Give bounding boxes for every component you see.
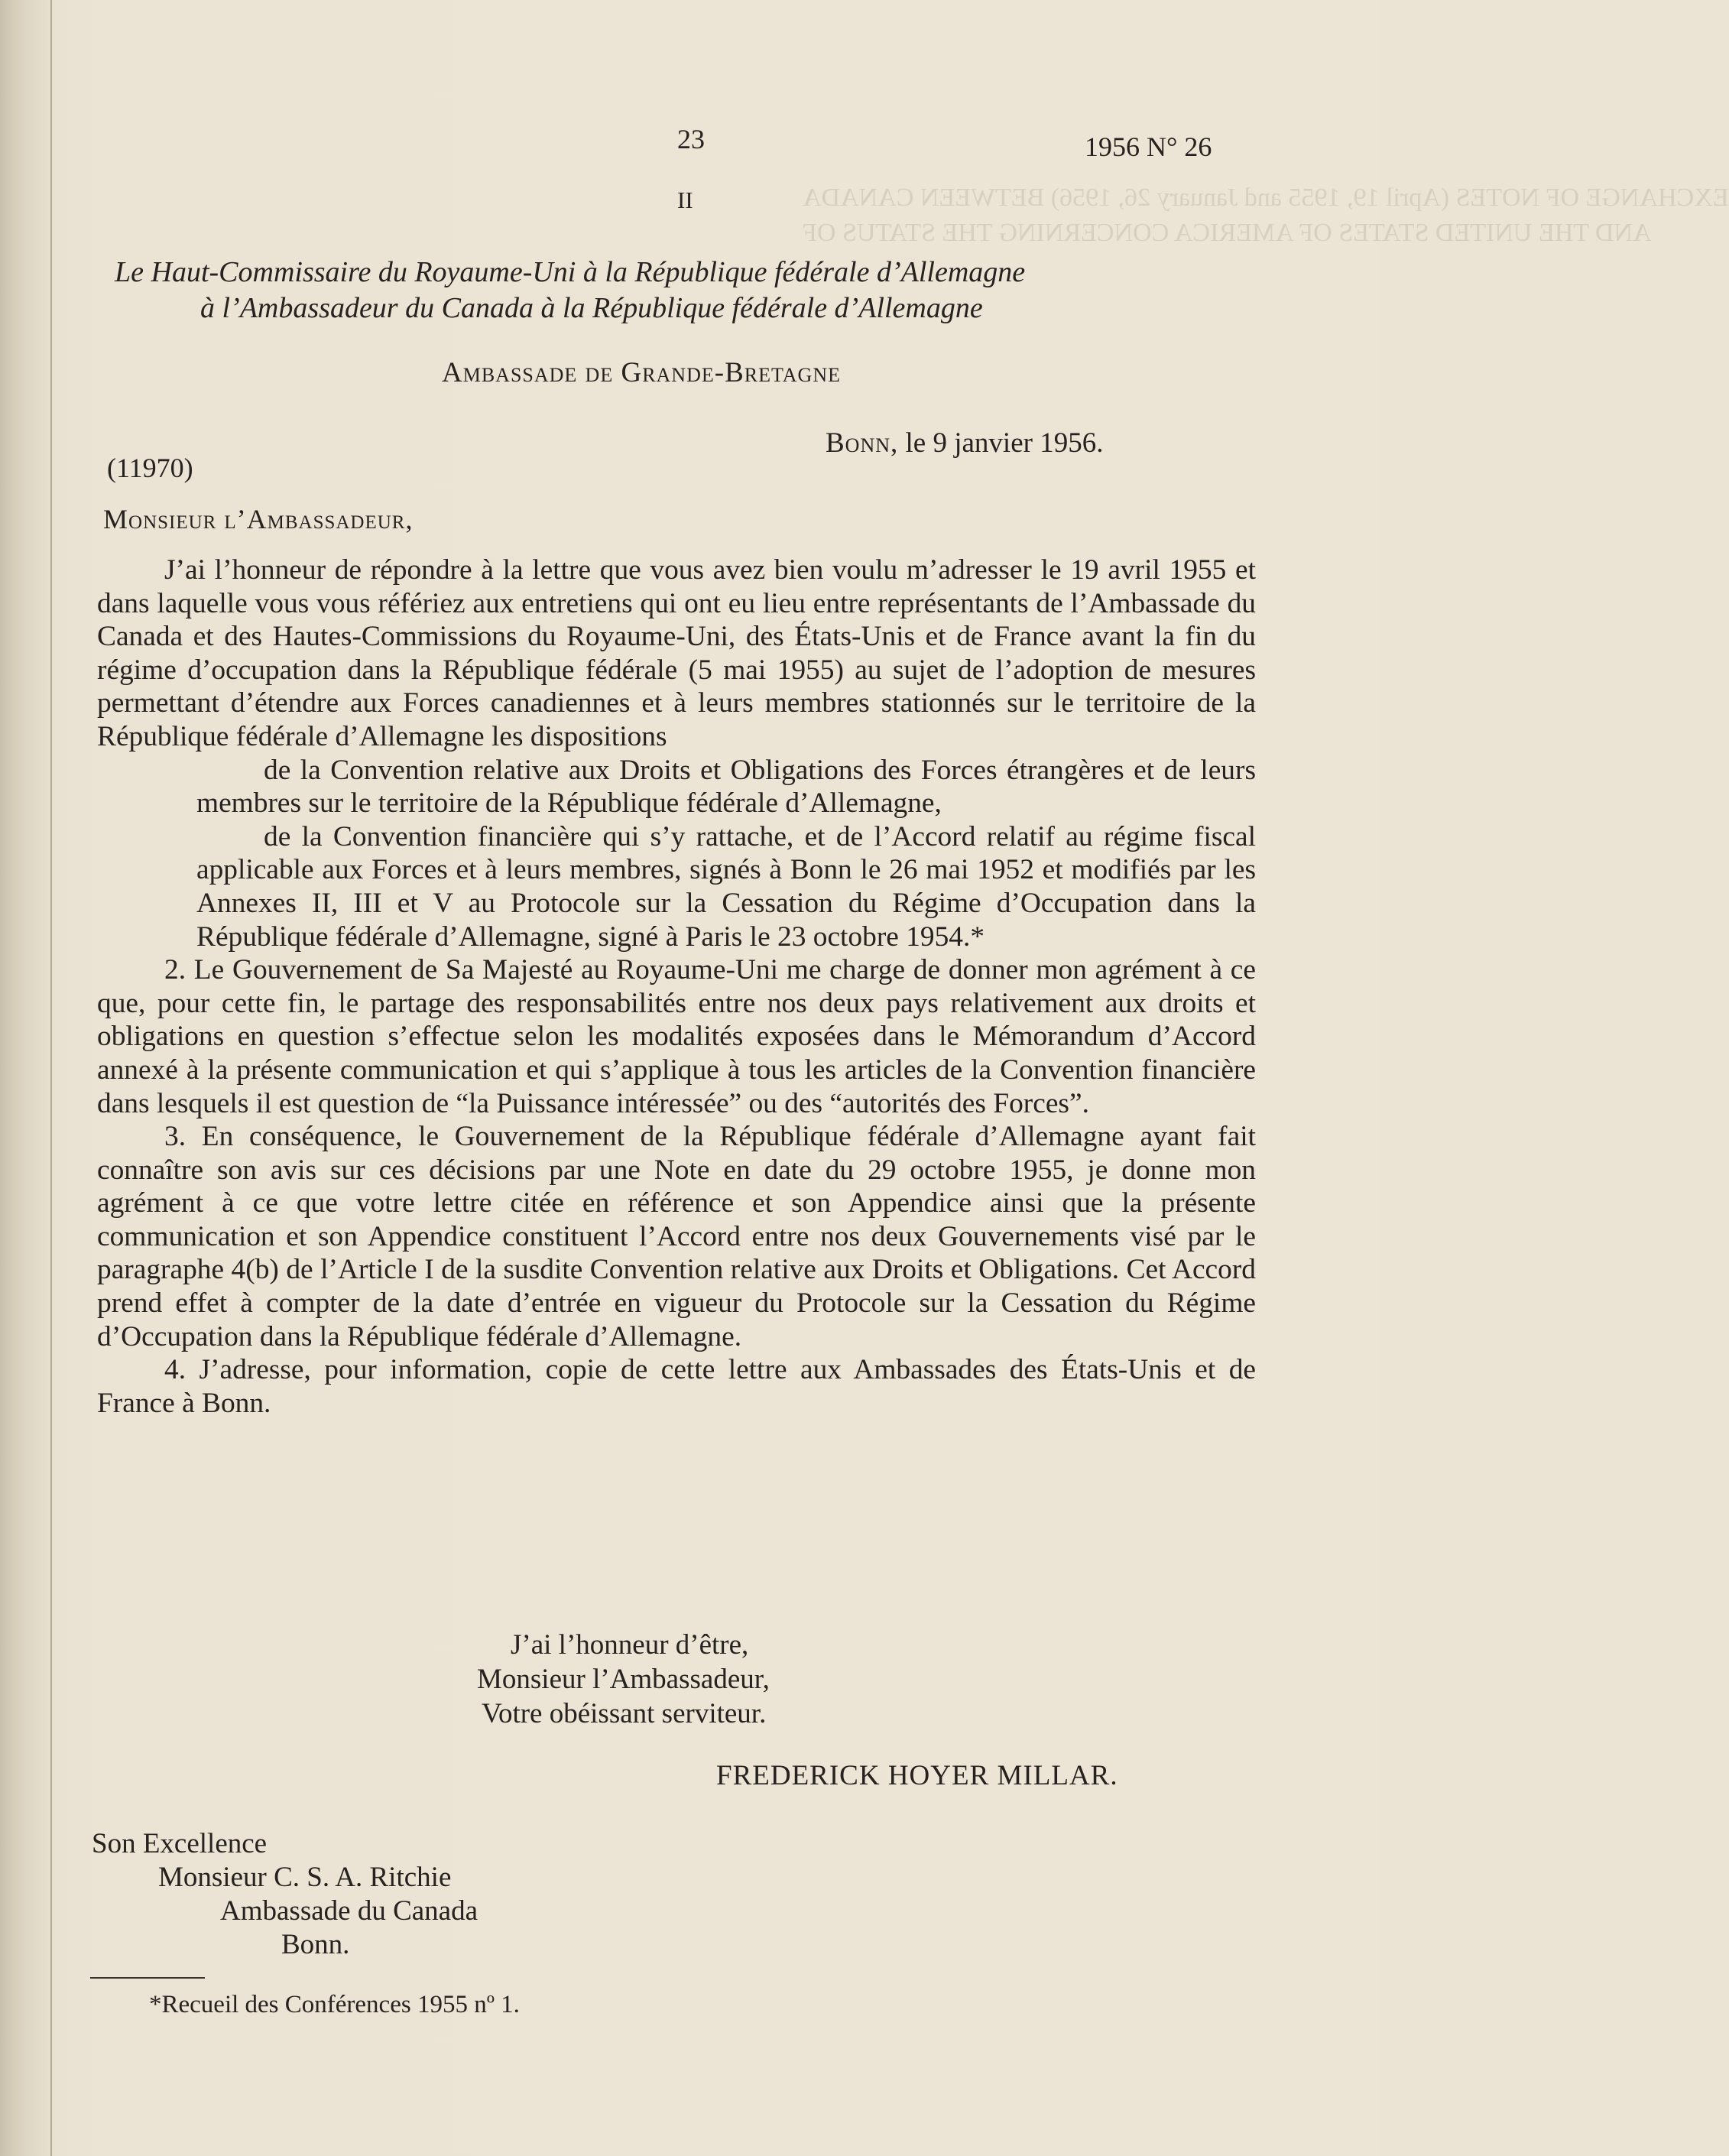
page-number: 23 (677, 124, 705, 154)
heading-line-2: à l’Ambassadeur du Canada à la République fédérale d’Allemagne (200, 292, 983, 324)
paragraph-3: 3. En conséquence, le Gouvernement de la République fédérale d’Allemagne ayant fait connaître son avis sur ces décisions par une Note en date du 29 octobre 1955, je donne mon agrément à ce que votre lettre citée en référence et son Appendice ainsi que la présente communication et son Appendice constituent l’Accord entre nos deux Gouvernements visé par le paragraphe 4(b) de l’Article I de la susdite Convention relative aux Droits et Obligations. Cet Accord prend effet à compter de la date d’entrée en vigueur du Protocole sur la Cessation du Régime d’Occupation dans la République fédérale d’Allemagne. (97, 1121, 1256, 1352)
dateline-date: le 9 janvier 1956. (898, 427, 1104, 459)
salutation: Monsieur l’Ambassadeur, (103, 504, 414, 534)
footnote-rule (90, 1977, 205, 1979)
addressee-line-1: Son Excellence (92, 1828, 268, 1859)
document-number: 1956 N° 26 (1085, 132, 1212, 162)
closing-formula (477, 1628, 770, 1731)
closing-line-3: Votre obéissant serviteur. (482, 1698, 767, 1729)
reference-number: (11970) (107, 453, 193, 483)
bleed-through-text: AND THE UNITED STATES OF AMERICA CONCERNING THE STATUS OF (803, 219, 1652, 247)
paragraph-2: 2. Le Gouvernement de Sa Majesté au Royaume-Uni me charge de donner mon agrément à ce que, pour cette fin, le partage des responsabilités entre nos deux pays relativement aux droits et obligations en question s’effectue selon les modalités exposées dans le Mémorandum d’Accord annexé à la présente communication et qui s’applique à tous les articles de la Convention financière dans lesquels il est question de “la Puissance intéressée” ou des “autorités des Forces”. (97, 954, 1256, 1119)
signature-name: FREDERICK HOYER MILLAR. (716, 1760, 1118, 1791)
quoted-provision-2: de la Convention financière qui s’y rattache, et de l’Accord relatif au régime fiscal applicable aux Forces et à leurs membres, signés à Bonn le 26 mai 1952 et modifiés par les Annexes II, III et V au Protocole sur la Cessation du Régime d’Occupation dans la République fédérale d’Allemagne, signé à Paris le 23 octobre 1954.* (196, 820, 1256, 953)
footnote: *Recueil des Conférences 1955 nº 1. (149, 1991, 520, 2018)
closing-line-1: J’ai l’honneur d’être, (511, 1629, 749, 1661)
dateline (826, 427, 1103, 459)
paragraph-4: 4. J’adresse, pour information, copie de cette lettre aux Ambassades des États-Unis et de France à Bonn. (97, 1354, 1256, 1419)
paragraph-1: J’ai l’honneur de répondre à la lettre que vous avez bien voulu m’adresser le 19 avril 1955 et dans laquelle vous vous référiez aux entretiens qui ont eu lieu entre représentants de l’Ambassade du Canada et des Hautes-Commissions du Royaume-Uni, des États-Unis et de France avant la fin du régime d’occupation dans la République fédérale (5 mai 1955) au sujet de l’adoption de mesures permettant d’étendre aux Forces canadiennes et à leurs membres stationnés sur le territoire de la République fédérale d’Allemagne les dispositions (97, 554, 1256, 752)
bleed-through-text: EXCHANGE OF NOTES (April 19, 1955 and January 26, 1956) BETWEEN CANADA (803, 183, 1729, 212)
embassy-line: Ambassade de Grande-Bretagne (442, 357, 841, 388)
addressee-line-3: Ambassade du Canada (220, 1895, 478, 1927)
addressee-line-2: Monsieur C. S. A. Ritchie (158, 1862, 452, 1893)
dateline-city: Bonn, (826, 427, 899, 459)
addressee-line-4: Bonn. (281, 1929, 350, 1960)
closing-line-2: Monsieur l’Ambassadeur, (477, 1664, 770, 1695)
binding-shadow (50, 0, 52, 2156)
letter-body (97, 554, 1256, 1420)
quoted-provision-1: de la Convention relative aux Droits et Obligations des Forces étrangères et de leurs membres sur le territoire de la République fédérale d’Allemagne, (196, 754, 1256, 820)
addressee-block (92, 1827, 478, 1962)
section-numeral: II (677, 187, 693, 213)
heading-line-1: Le Haut-Commissaire du Royaume-Uni à la République fédérale d’Allemagne (115, 256, 1026, 288)
